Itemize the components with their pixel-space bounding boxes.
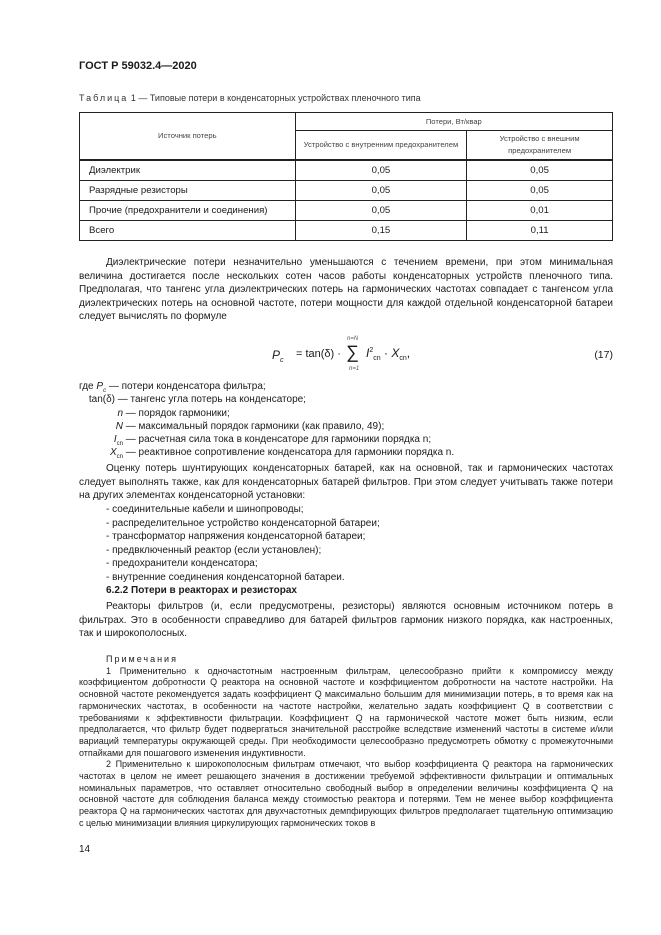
- notes-title: Примечания: [106, 654, 178, 664]
- formula-lhs-symbol: P: [272, 348, 281, 362]
- col-header-internal: Устройство с внутренним предохранителем: [295, 131, 467, 160]
- formula-17: [272, 336, 613, 374]
- page-number: 14: [79, 844, 91, 855]
- paragraph-shunt-losses: [79, 462, 613, 503]
- definition-row: [79, 433, 454, 446]
- note-item: 2 Применительно к широкополосным фильтрам отмечают, что выбор коэффициента Q реактора на гармонических частотах в целом не имеет решающего значения в достижении требуемой эффективности фильтрации и оптимальных номинальных параметров, что оставляет относительно свободный выбор в определении величины коэффициента Q на основной частоте для соблюдения баланса между стоимостью реактора и потерями. Тем не менее выбор коэффициента реактора Q на гармонических частотах для двухчастотных демпфирующих фильтров предполагает тщательную оптимизацию с целью минимизации влияния циркулирующих гармонических токов в: [79, 759, 613, 828]
- paragraph-text: Реакторы фильтров (и, если предусмотрены, резисторы) являются основным источником потерь в фильтрах. Это в особенности справедливо для батарей фильтров гармоник низкого порядка, как настроенных, так и широкополосных.: [79, 601, 613, 639]
- table-row: [80, 180, 613, 200]
- sum-upper-limit: n=N: [347, 336, 359, 342]
- definition-text: — реактивное сопротивление конденсатора для гармоники порядка n.: [125, 447, 455, 459]
- table-row: [80, 220, 613, 240]
- definition-symbol: P: [96, 381, 104, 392]
- definition-text: — потери конденсатора фильтра;: [108, 381, 266, 392]
- paragraph-text: Оценку потерь шунтирующих конденсаторных батарей, как на основной, так и гармонических частотах следует выполнять также, как для конденсаторных батарей фильтров. При этом следует учитывать также потери на других элементах конденсаторной установки:: [79, 463, 613, 501]
- definition-row: [79, 420, 454, 433]
- formula-lhs-sub: c: [280, 357, 284, 364]
- sum-symbol: ∑: [346, 342, 359, 362]
- paragraph-text: Диэлектрические потери незначительно уменьшаются с течением времени, при этом минимальная величина достигается после нескольких сотен часов работы конденсаторных устройств пленочного типа. Предполагая, что тангенс угла диэлектрических потерь на гармонических частотах совпадает с тангенсом угла диэлектрических потерь на основной частоте, потери мощности для каждой отдельной конденсаторной батареи следует вычислять по формуле: [79, 257, 613, 322]
- notes-block: [79, 654, 613, 830]
- definition-symbol: n: [117, 407, 123, 419]
- cell-source: Разрядные резисторы: [80, 180, 296, 200]
- formula-rhs-prefix: = tan(δ) ·: [296, 348, 341, 360]
- current-sub: cn: [373, 355, 381, 362]
- list-item: - предохранители конденсатора;: [106, 558, 258, 570]
- formula-definitions: [79, 380, 454, 460]
- table-caption-label: Таблица: [79, 93, 129, 103]
- formula-lhs: [272, 348, 284, 364]
- reactance-symbol: X: [391, 346, 400, 360]
- cell-source: Всего: [80, 220, 296, 240]
- reactance-sub: cn: [399, 355, 407, 362]
- definition-symbol: I: [113, 434, 117, 446]
- list-item: - внутренние соединения конденсаторной батареи.: [106, 571, 345, 583]
- sum-lower-limit: n=1: [349, 366, 360, 372]
- cell-internal: 0,05: [295, 160, 467, 181]
- col-header-group: Потери, Вт/квар: [295, 113, 612, 131]
- document-header: ГОСТ Р 59032.4—2020: [79, 60, 197, 72]
- definition-text: — расчетная сила тока в конденсаторе для гармоники порядка n;: [125, 434, 432, 446]
- definition-prefix: где: [79, 381, 94, 392]
- paragraph-reactor-losses: [79, 600, 613, 641]
- table-row: [80, 200, 613, 220]
- paragraph-dielectric-losses: [79, 256, 613, 324]
- cell-external: 0,01: [467, 200, 613, 220]
- definition-symbol: N: [115, 420, 123, 432]
- table-row: [80, 160, 613, 181]
- note-item: 1 Применительно к одночастотным настроенным фильтрам, целесообразно прийти к компромиссу между коэффициентом добротности Q реактора на основной частоте и коэффициентом добротности на частоте настройки. На основной частоте рекомендуется задать коэффициент Q максимально большим для минимизации потерь, в то время как на гармонических частотах, в особенности на частоте настройки, желательно задать коэффициент Q в соответствии с требованиями к эффективности фильтрации. Коэффициент Q на гармонической частоте может быть низким, если предполагается, что фильтр будет подвергаться значительной расстройке вследствие изменений частоты в системе и/или вариаций температуры окружающей среды. При необходимости целесообразно предусмотреть обмотку с промежуточными отпайками для пошагового изменения индуктивности.: [79, 665, 613, 758]
- definition-row: [79, 380, 454, 393]
- list-item: - трансформатор напряжения конденсаторной батареи;: [106, 531, 366, 543]
- current-exponent: 2: [369, 347, 374, 354]
- cell-external: 0,05: [467, 180, 613, 200]
- list-item: - соединительные кабели и шинопроводы;: [106, 504, 304, 515]
- definition-sub: cn: [116, 441, 123, 448]
- definition-text: — максимальный порядок гармоники (как правило, 49);: [125, 420, 385, 432]
- losses-table: [79, 112, 613, 241]
- loss-elements-list: [79, 503, 613, 585]
- table-caption: [79, 93, 421, 103]
- section-heading: 6.2.2 Потери в реакторах и резисторах: [106, 585, 297, 596]
- list-item: - предвключенный реактор (если установлен);: [106, 544, 322, 556]
- col-header-external: Устройство с внешним предохранителем: [467, 131, 613, 160]
- cell-internal: 0,05: [295, 200, 467, 220]
- definition-text: — тангенс угла потерь на конденсаторе;: [117, 394, 306, 406]
- cell-internal: 0,15: [295, 220, 467, 240]
- cell-internal: 0,05: [295, 180, 467, 200]
- cell-external: 0,11: [467, 220, 613, 240]
- col-header-source: Источник потерь: [80, 113, 296, 160]
- cell-source: Прочие (предохранители и соединения): [80, 200, 296, 220]
- cell-external: 0,05: [467, 160, 613, 181]
- definition-symbol: X: [109, 447, 117, 459]
- list-item: - распределительное устройство конденсаторной батареи;: [106, 517, 380, 529]
- definition-text: — порядок гармоники;: [125, 407, 230, 419]
- definition-row: [79, 393, 454, 406]
- formula-term: $I^2_{cn} \cdot X_{cn}$,: [366, 346, 411, 362]
- definition-row: [79, 446, 454, 459]
- definition-row: [79, 407, 454, 420]
- equation-number: (17): [594, 349, 613, 361]
- definition-sub: c: [103, 388, 107, 394]
- cell-source: Диэлектрик: [80, 160, 296, 181]
- definition-sub: cn: [116, 454, 123, 461]
- current-symbol: I: [366, 346, 370, 360]
- definition-symbol: tan(δ): [88, 394, 115, 406]
- table-caption-text: 1 — Типовые потери в конденсаторных устройствах пленочного типа: [130, 93, 421, 103]
